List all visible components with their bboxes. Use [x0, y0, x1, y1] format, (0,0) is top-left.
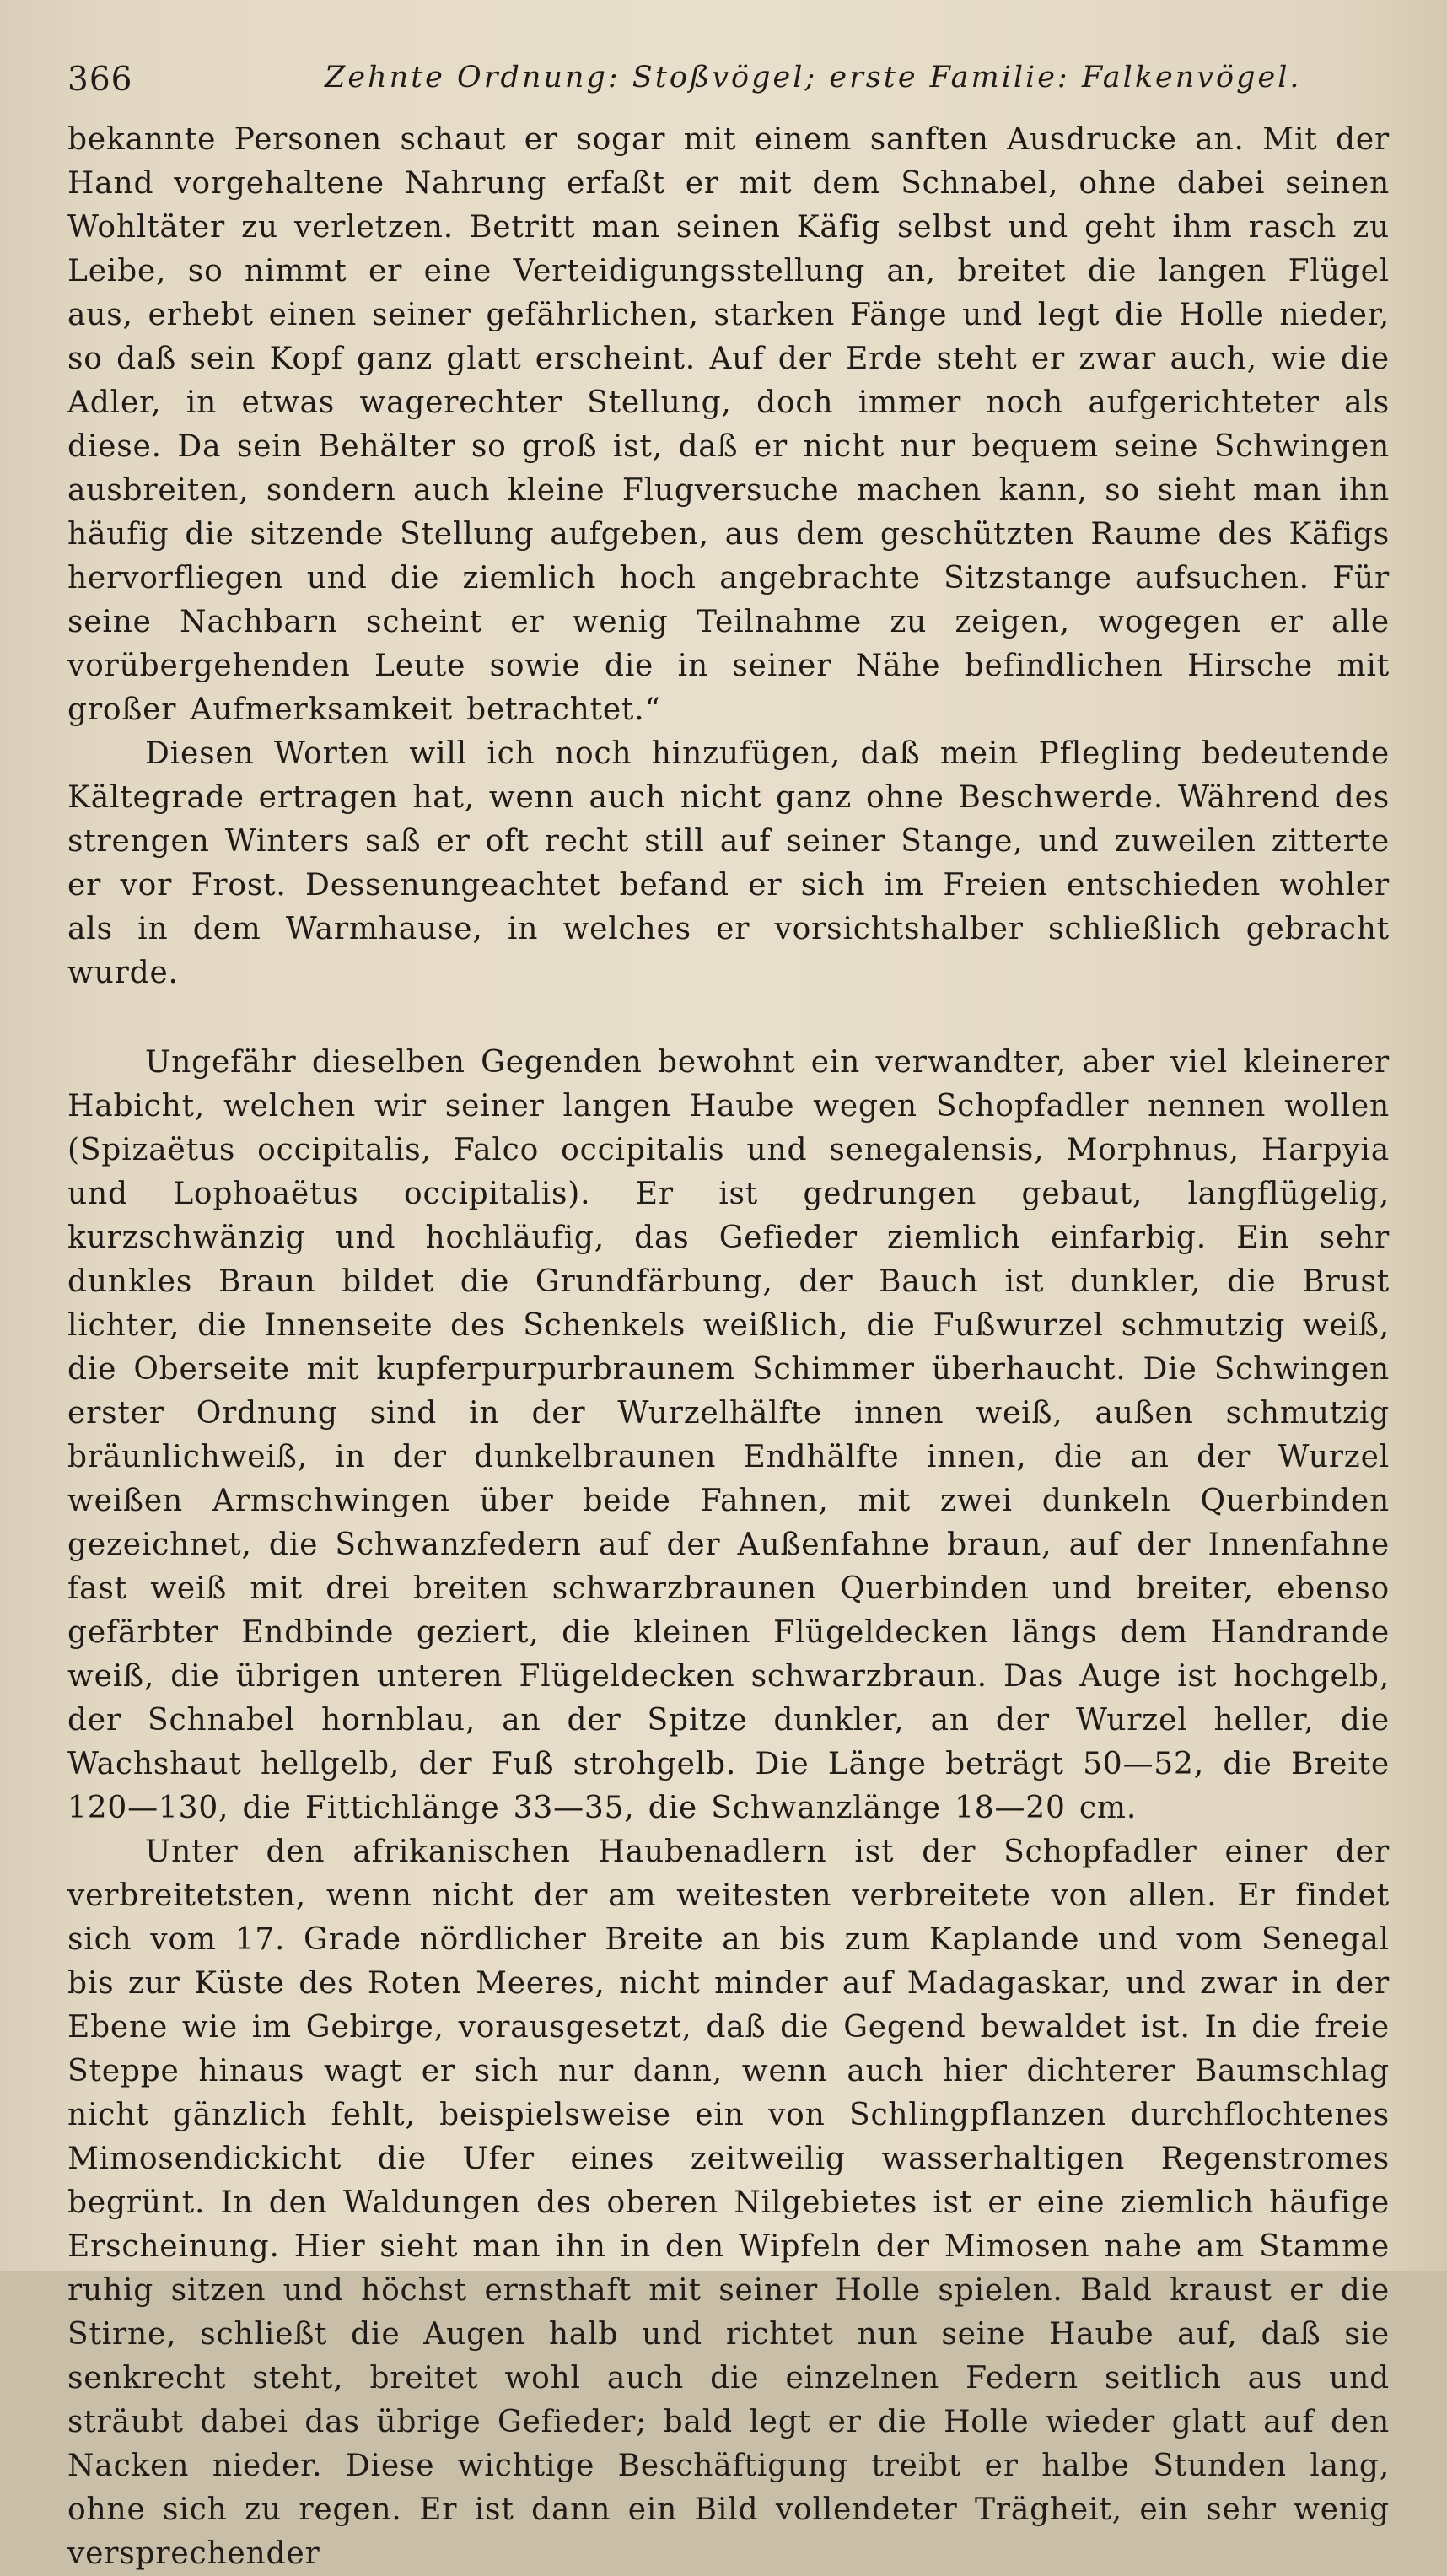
page-number: 366 — [67, 61, 133, 99]
page-header — [67, 51, 1380, 101]
paragraph-3: Ungefähr dieselben Gegenden bewohnt ein verwandter, aber viel kleinerer Habicht, welchen wir seiner langen Haube wegen Schopfadler nennen wollen (Spizaëtus occipitalis, Falco occipitalis und senegalensis, Morphnus, Harpyia und Lophoaëtus occipitalis). Er ist gedrungen gebaut, langflügelig, kurzschwänzig und hochläufig, das Gefieder ziemlich einfarbig. Ein sehr dunkles Braun bildet die Grundfärbung, der Bauch ist dunkler, die Brust lichter, die Innenseite des Schenkels weißlich, die Fußwurzel schmutzig weiß, die Oberseite mit kupferpurpurbraunem Schimmer überhaucht. Die Schwingen erster Ordnung sind in der Wurzelhälfte innen weiß, außen schmutzig bräunlichweiß, in der dunkelbraunen Endhälfte innen, die an der Wurzel weißen Armschwingen über beide Fahnen, mit zwei dunkeln Querbinden gezeichnet, die Schwanzfedern auf der Außenfahne braun, auf der Innenfahne fast weiß mit drei breiten schwarzbraunen Querbinden und breiter, ebenso gefärbter Endbinde geziert, die kleinen Flügeldecken längs dem Handrande weiß, die übrigen unteren Flügeldecken schwarzbraun. Das Auge ist hochgelb, der Schnabel hornblau, an der Spitze dunkler, an der Wurzel heller, die Wachshaut hellgelb, der Fuß strohgelb. Die Länge beträgt 50—52, die Breite 120—130, die Fittichlänge 33—35, die Schwanzlänge 18—20 cm. — [67, 1045, 1390, 1825]
paragraph-2: Diesen Worten will ich noch hinzufügen, daß mein Pflegling bedeutende Kältegrade ertragen hat, wenn auch nicht ganz ohne Beschwerde. Während des strengen Winters saß er oft recht still auf seiner Stange, und zuweilen zitterte er vor Frost. Dessenungeachtet befand er sich im Freien entschieden wohler als in dem Warmhause, in welches er vorsichtshalber schließlich gebracht wurde. — [67, 736, 1390, 990]
page-body — [67, 118, 1390, 2576]
paragraph-4: Unter den afrikanischen Haubenadlern ist der Schopfadler einer der verbreitetsten, wenn nicht der am weitesten verbreitete von allen. Er findet sich vom 17. Grade nördlicher Breite an bis zum Kaplande und vom Senegal bis zur Küste des Roten Meeres, nicht minder auf Madagaskar, und zwar in der Ebene wie im Gebirge, vorausgesetzt, daß die Gegend bewaldet ist. In die freie Steppe hinaus wagt er sich nur dann, wenn auch hier dichterer Baumschlag nicht gänzlich fehlt, beispielsweise ein von Schlingpflanzen durchflochtenes Mimosendickicht die Ufer eines zeitweilig wasserhaltigen Regenstromes begrünt. In den Waldungen des oberen Nilgebietes ist er eine ziemlich häufige Erscheinung. Hier sieht man ihn in den Wipfeln der Mimosen nahe am Stamme ruhig sitzen und höchst ernsthaft mit seiner Holle spielen. Bald kraust er die Stirne, schließt die Augen halb und richtet nun seine Haube auf, daß sie senkrecht steht, breitet wohl auch die einzelnen Federn seitlich aus und sträubt dabei das übrige Gefieder; bald legt er die Holle wieder glatt auf den Nacken nieder. Diese wichtige Beschäftigung treibt er halbe Stunden lang, ohne sich zu regen. Er ist dann ein Bild vollendeter Trägheit, ein sehr wenig versprechender — [67, 1835, 1390, 2571]
paragraph-1: bekannte Personen schaut er sogar mit einem sanften Ausdrucke an. Mit der Hand vorgehaltene Nahrung erfaßt er mit dem Schnabel, ohne dabei seinen Wohltäter zu verletzen. Betritt man seinen Käfig selbst und geht ihm rasch zu Leibe, so nimmt er eine Verteidigungsstellung an, breitet die langen Flügel aus, erhebt einen seiner gefährlichen, starken Fänge und legt die Holle nieder, so daß sein Kopf ganz glatt erscheint. Auf der Erde steht er zwar auch, wie die Adler, in etwas wagerechter Stellung, doch immer noch aufgerichteter als diese. Da sein Behälter so groß ist, daß er nicht nur bequem seine Schwingen ausbreiten, sondern auch kleine Flugversuche machen kann, so sieht man ihn häufig die sitzende Stellung aufgeben, aus dem geschützten Raume des Käfigs hervorfliegen und die ziemlich hoch angebrachte Sitzstange aufsuchen. Für seine Nachbarn scheint er wenig Teilnahme zu zeigen, wogegen er alle vorübergehenden Leute sowie die in seiner Nähe befindlichen Hirsche mit großer Aufmerksamkeit betrachtet.“ — [67, 122, 1390, 727]
running-head: Zehnte Ordnung: Stoßvögel; erste Familie: Falkenvögel. — [325, 61, 1302, 94]
